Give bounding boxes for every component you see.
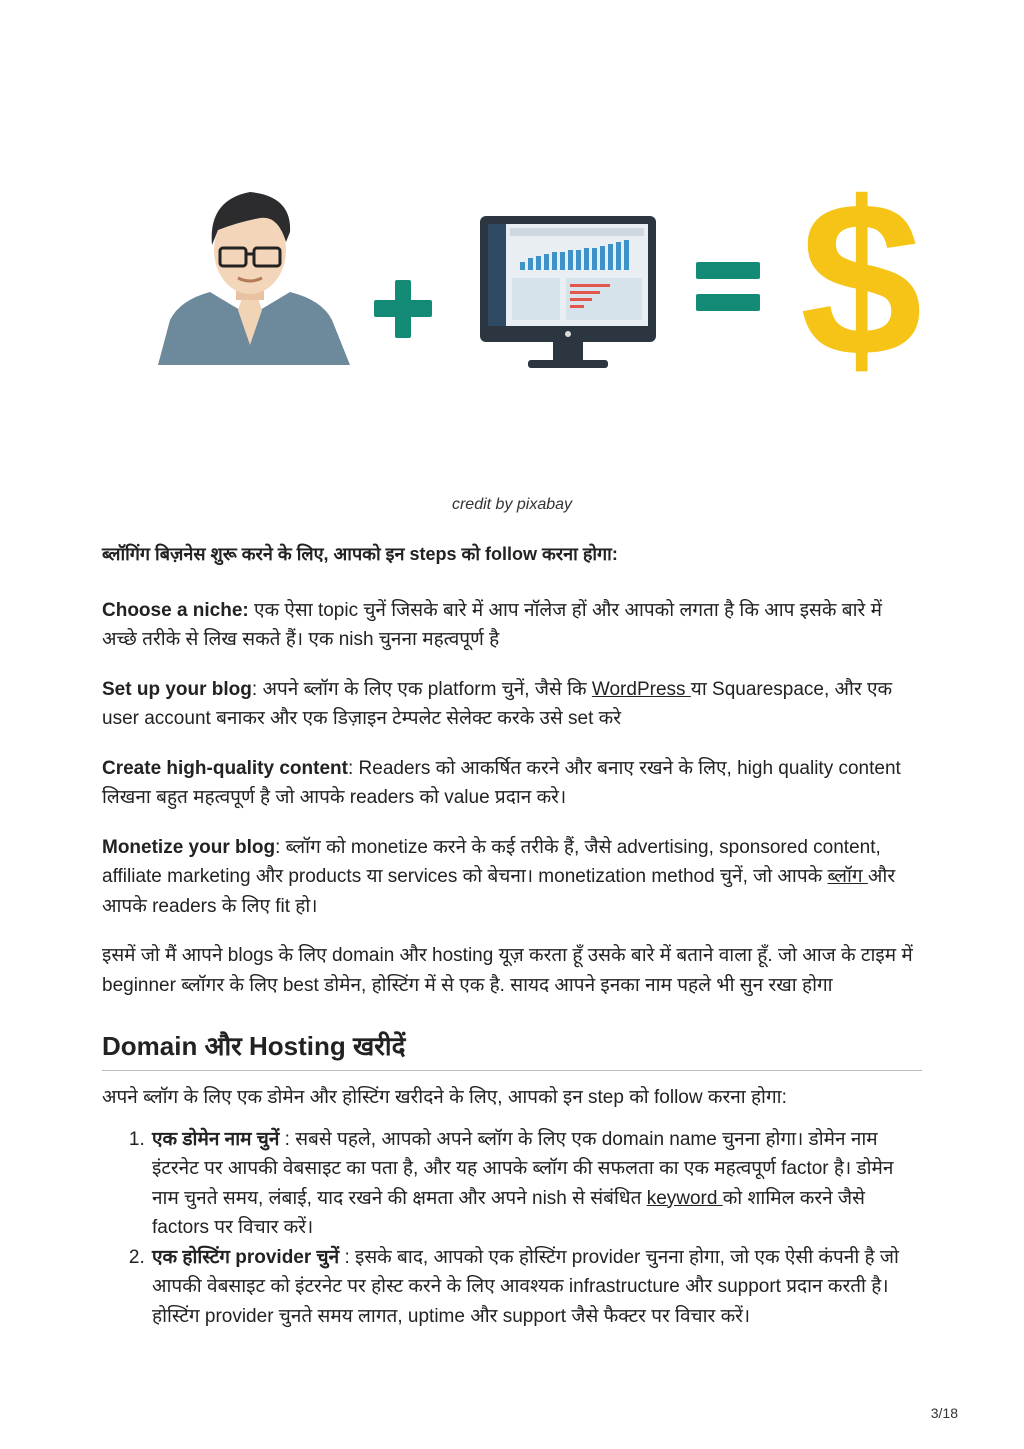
- page-number: 3/18: [930, 1405, 958, 1421]
- step-text: : ब्लॉग को monetize करने के कई तरीके हैं, जैसे advertising, sponsored content, affiliate marketing और products या services को बेचना। monetization method चुनें, जो आपके: [102, 836, 881, 887]
- step-title: Set up your blog: [102, 678, 252, 700]
- step-text: या Squarespace, और एक user account बनाकर और एक डिज़ाइन टेम्पलेट सेलेक्ट करके उसे set करे: [102, 678, 893, 729]
- step-text: और आपके readers के लिए fit हो।: [102, 866, 896, 917]
- section-heading: Domain और Hosting खरीदें: [102, 1030, 922, 1071]
- steps-list: [102, 1125, 922, 1332]
- step-text: : अपने ब्लॉग के लिए एक platform चुनें, जैसे कि: [251, 678, 592, 700]
- wordpress-link[interactable]: WordPress: [591, 678, 691, 700]
- blog-link[interactable]: ब्लॉग: [827, 866, 868, 887]
- step-text: : Readers को आकर्षित करने और बनाए रखने के लिए, high quality content लिखना बहुत महत्वपूर्ण है जो आपके readers को value प्रदान करे।: [102, 757, 901, 808]
- plus-icon: [374, 280, 432, 338]
- article-body: [102, 540, 922, 1331]
- step-choose-niche: [102, 596, 922, 655]
- step-title: Create high-quality content: [102, 757, 348, 779]
- equals-icon: [696, 262, 760, 311]
- step-title: Choose a niche:: [102, 599, 249, 621]
- image-caption: credit by pixabay: [451, 496, 573, 513]
- list-item-domain: [150, 1125, 922, 1243]
- hero-illustration: [150, 170, 930, 380]
- keyword-link[interactable]: keyword: [646, 1187, 723, 1209]
- list-item-title: एक होस्टिंग provider चुनें: [152, 1246, 340, 1268]
- list-item-hosting: [150, 1243, 922, 1332]
- list-item-text: : इसके बाद, आपको एक होस्टिंग provider चुनना होगा, जो एक ऐसी कंपनी है जो आपकी वेबसाइट को इंटरनेट पर होस्ट करने के लिए आवश्यक infrastructure और support प्रदान करती है। होस्टिंग provider चुनते समय लागत, uptime और support जैसे फैक्टर पर विचार करें।: [152, 1246, 899, 1327]
- step-title: Monetize your blog: [102, 836, 276, 858]
- list-item-title: एक डोमेन नाम चुनें: [152, 1128, 280, 1150]
- step-text: एक ऐसा topic चुनें जिसके बारे में आप नॉलेज हों और आपको लगता है कि आप इसके बारे में अच्छे तरीके से लिख सकते हैं। एक nish चुनना महत्वपूर्ण है: [102, 599, 882, 650]
- intro-text: ब्लॉगिंग बिज़नेस शुरू करने के लिए, आपको इन steps को follow करना होगा:: [102, 544, 618, 564]
- section-lead: अपने ब्लॉग के लिए एक डोमेन और होस्टिंग खरीदने के लिए, आपको इन step को follow करना होगा:: [102, 1087, 787, 1108]
- monitor-icon: [480, 216, 656, 368]
- list-item-text: को शामिल करने जैसे factors पर विचार करें।: [152, 1187, 865, 1238]
- person-icon: [158, 192, 350, 365]
- step-create-content: [102, 754, 922, 813]
- step-monetize: [102, 833, 922, 922]
- list-item-text: : सबसे पहले, आपको अपने ब्लॉग के लिए एक domain name चुनना होगा। डोमेन नाम इंटरनेट पर आपकी वेबसाइट का पता है, और यह आपके ब्लॉग की सफलता का एक महत्वपूर्ण factor है। डोमेन नाम चुनते समय, लंबाई, याद रखने की क्षमता और अपने nish से संबंधित: [152, 1128, 894, 1209]
- closing-paragraph: इसमें जो मैं आपने blogs के लिए domain और hosting यूज़ करता हूँ उसके बारे में बताने वाला हूँ. जो आज के टाइम में beginner ब्लॉगर के लिए best डोमेन, होस्टिंग में से एक है. सायद आपने इनका नाम पहले भी सुन रखा होगा: [102, 945, 913, 996]
- dollar-icon: $: [800, 170, 923, 380]
- step-setup-blog: [102, 675, 922, 734]
